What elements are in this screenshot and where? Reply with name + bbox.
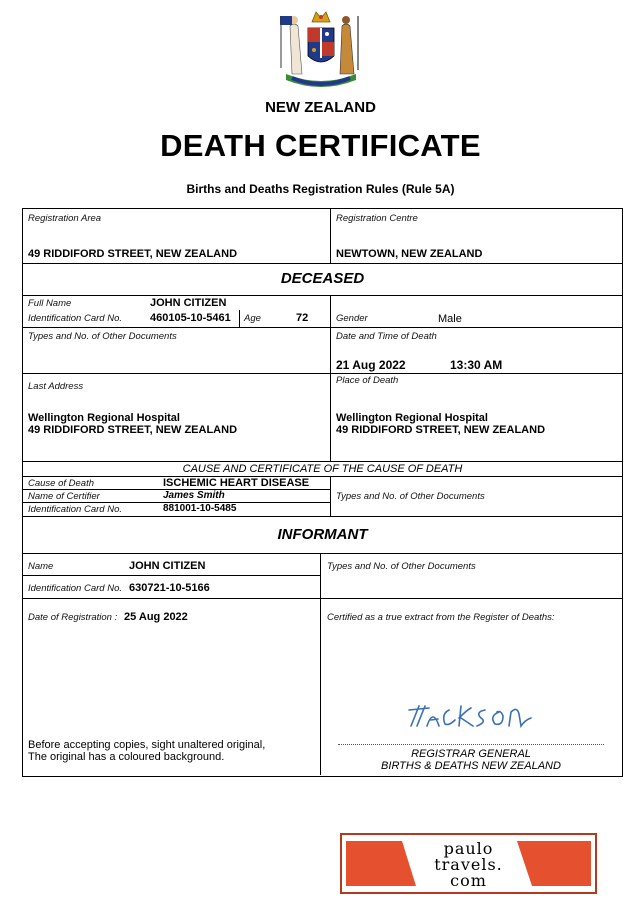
certifier-id-label: Identification Card No. bbox=[28, 504, 122, 515]
document-subtitle: Births and Deaths Registration Rules (Rule 5A) bbox=[186, 182, 455, 196]
full-name-label: Full Name bbox=[28, 298, 72, 309]
deceased-heading: DECEASED bbox=[280, 270, 365, 287]
signature-dotted-line bbox=[338, 744, 604, 745]
divider bbox=[23, 327, 622, 328]
divider bbox=[320, 554, 321, 775]
divider bbox=[23, 373, 622, 374]
last-address-line2: 49 RIDDIFORD STREET, NEW ZEALAND bbox=[28, 424, 238, 436]
registrar-line1: REGISTRAR GENERAL bbox=[411, 748, 531, 760]
signature-icon bbox=[405, 700, 535, 734]
divider bbox=[23, 516, 622, 517]
death-time-value: 13:30 AM bbox=[450, 358, 503, 372]
notice-line1: Before accepting copies, sight unaltered original, bbox=[28, 739, 266, 751]
divider bbox=[330, 296, 331, 461]
divider bbox=[23, 263, 622, 264]
age-label: Age bbox=[244, 313, 261, 324]
gender-label: Gender bbox=[336, 313, 368, 324]
coat-of-arms-icon bbox=[272, 8, 370, 96]
informant-name-label: Name bbox=[28, 561, 54, 572]
age-value: 72 bbox=[296, 312, 309, 324]
informant-heading: INFORMANT bbox=[277, 526, 368, 543]
informant-id-label: Identification Card No. bbox=[28, 583, 122, 594]
deceased-id-label: Identification Card No. bbox=[28, 313, 122, 324]
notice-line2: The original has a coloured background. bbox=[28, 751, 225, 763]
certifier-label: Name of Certifier bbox=[28, 491, 100, 502]
place-of-death-label: Place of Death bbox=[336, 375, 399, 386]
divider bbox=[330, 209, 331, 263]
registration-date-label: Date of Registration : bbox=[28, 612, 118, 623]
divider bbox=[330, 477, 331, 516]
registration-date-value: 25 Aug 2022 bbox=[124, 611, 188, 623]
registration-centre-label: Registration Centre bbox=[336, 213, 418, 224]
informant-id-value: 630721-10-5166 bbox=[129, 582, 210, 594]
certified-extract-text: Certified as a true extract from the Register of Deaths: bbox=[327, 612, 555, 623]
watermark-logo bbox=[340, 833, 597, 894]
place-of-death-line2: 49 RIDDIFORD STREET, NEW ZEALAND bbox=[336, 424, 546, 436]
registration-area-label: Registration Area bbox=[28, 213, 102, 224]
certifier-value: James Smith bbox=[163, 490, 225, 501]
divider bbox=[23, 598, 622, 599]
divider bbox=[239, 310, 240, 327]
divider bbox=[23, 575, 320, 576]
last-address-label: Last Address bbox=[28, 381, 84, 392]
cause-other-docs-label: Types and No. of Other Documents bbox=[336, 491, 485, 502]
certifier-id-value: 881001-10-5485 bbox=[163, 503, 237, 514]
cause-label: Cause of Death bbox=[28, 478, 95, 489]
country-heading: NEW ZEALAND bbox=[265, 99, 376, 116]
cause-heading: CAUSE AND CERTIFICATE OF THE CAUSE OF DEATH bbox=[182, 463, 463, 475]
divider bbox=[23, 553, 622, 554]
certificate-frame bbox=[22, 208, 623, 777]
other-docs-label: Types and No. of Other Documents bbox=[28, 331, 177, 342]
registration-area-value: 49 RIDDIFORD STREET, NEW ZEALAND bbox=[28, 248, 238, 260]
watermark-line1: paulo bbox=[443, 839, 494, 858]
last-address-line1: Wellington Regional Hospital bbox=[28, 412, 180, 424]
gender-value: Male bbox=[438, 313, 462, 325]
death-date-value: 21 Aug 2022 bbox=[336, 358, 406, 372]
informant-other-docs-label: Types and No. of Other Documents bbox=[327, 561, 476, 572]
informant-name-value: JOHN CITIZEN bbox=[129, 560, 206, 572]
watermark-line3: com bbox=[450, 871, 487, 890]
cause-value: ISCHEMIC HEART DISEASE bbox=[163, 477, 310, 489]
registrar-line2: BIRTHS & DEATHS NEW ZEALAND bbox=[381, 760, 561, 772]
document-title: DEATH CERTIFICATE bbox=[160, 128, 481, 163]
divider bbox=[23, 295, 622, 296]
divider bbox=[23, 461, 622, 462]
full-name-value: JOHN CITIZEN bbox=[150, 297, 227, 309]
death-time-label: Date and Time of Death bbox=[336, 331, 437, 342]
registration-centre-value: NEWTOWN, NEW ZEALAND bbox=[336, 248, 483, 260]
deceased-id-value: 460105-10-5461 bbox=[150, 312, 231, 324]
watermark-line2: travels. bbox=[434, 855, 503, 874]
divider bbox=[23, 476, 622, 477]
place-of-death-line1: Wellington Regional Hospital bbox=[336, 412, 488, 424]
